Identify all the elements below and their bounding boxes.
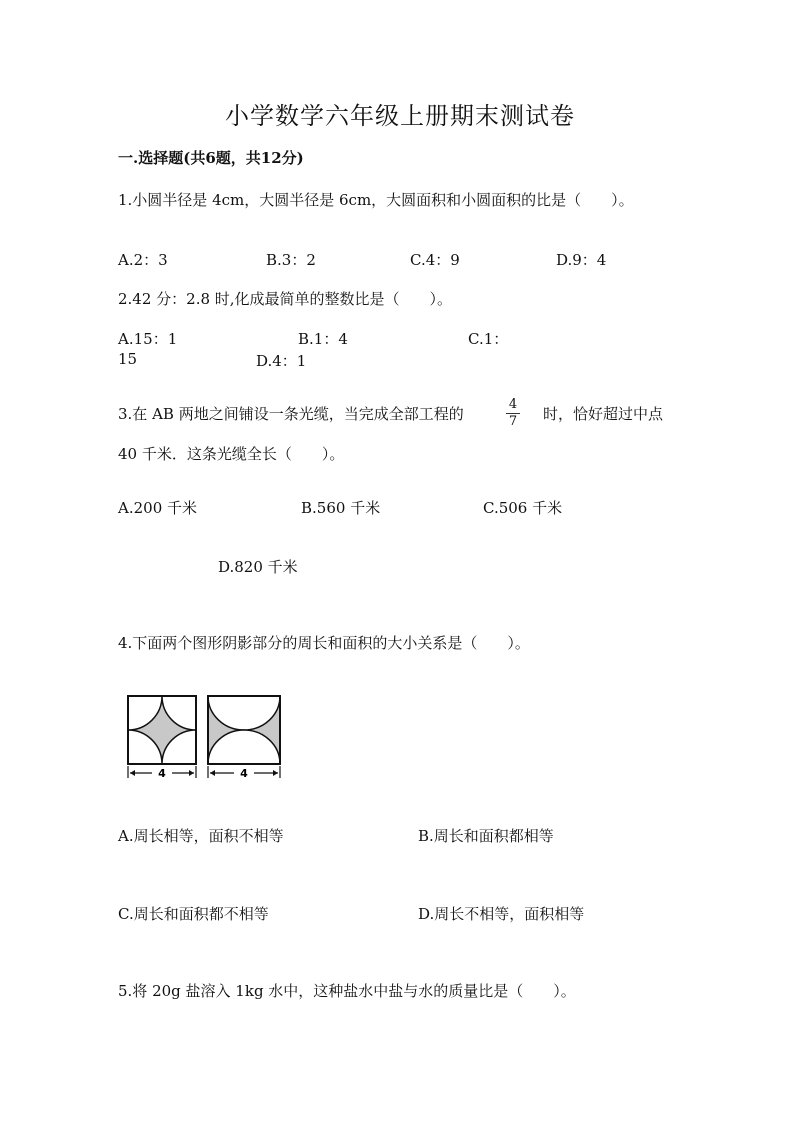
fraction-denominator: 7 — [508, 414, 518, 429]
question-3-stem-part2: 时，恰好超过中点 — [543, 405, 664, 423]
fraction-numerator: 4 — [508, 397, 518, 412]
question-5-stem: 5.将 20g 盐溶入 1kg 水中，这种盐水中盐与水的质量比是（ ）。 — [118, 982, 576, 1000]
dimension-right — [208, 766, 280, 780]
question-2-option-c: C.1： — [468, 330, 509, 348]
question-4-figure — [120, 690, 290, 782]
question-3-fraction — [506, 398, 520, 429]
question-2-option-b: B.1：4 — [298, 330, 348, 348]
question-4-option-c: C.周长和面积都不相等 — [118, 905, 269, 923]
question-1-stem: 1.小圆半径是 4cm，大圆半径是 6cm，大圆面积和小圆面积的比是（ ）。 — [118, 191, 634, 209]
question-2-option-d: D.4：1 — [256, 352, 307, 370]
question-2-stem: 2.42 分：2.8 时,化成最简单的整数比是（ ）。 — [118, 290, 453, 308]
question-4-option-d: D.周长不相等，面积相等 — [418, 905, 585, 923]
question-1-option-a: A.2：3 — [118, 251, 168, 269]
page-title: 小学数学六年级上册期末测试卷 — [225, 102, 575, 130]
question-2-option-a: A.15：1 — [118, 330, 178, 348]
dimension-left — [128, 766, 196, 780]
figure-right-square — [208, 696, 280, 764]
question-3-stem-line2: 40 千米．这条光缆全长（ ）。 — [118, 445, 345, 463]
question-3-option-c: C.506 千米 — [483, 499, 563, 517]
question-1-option-d: D.9：4 — [556, 251, 607, 269]
dimension-right-label: 4 — [240, 767, 248, 780]
question-3-option-b: B.560 千米 — [301, 499, 381, 517]
section-heading: 一.选择题(共6题，共12分) — [118, 149, 304, 167]
question-4-option-a: A.周长相等，面积不相等 — [118, 827, 284, 845]
question-4-stem: 4.下面两个图形阴影部分的周长和面积的大小关系是（ ）。 — [118, 634, 530, 652]
question-2-option-c-continued: 15 — [118, 350, 138, 368]
question-1-option-c: C.4：9 — [410, 251, 460, 269]
question-3-option-d: D.820 千米 — [218, 558, 298, 576]
figure-left-square — [128, 696, 196, 764]
question-3-stem-part1: 3.在 AB 两地之间铺设一条光缆，当完成全部工程的 — [118, 405, 464, 423]
question-3-option-a: A.200 千米 — [118, 499, 197, 517]
question-4-option-b: B.周长和面积都相等 — [418, 827, 554, 845]
question-1-option-b: B.3：2 — [266, 251, 316, 269]
dimension-left-label: 4 — [158, 767, 166, 780]
